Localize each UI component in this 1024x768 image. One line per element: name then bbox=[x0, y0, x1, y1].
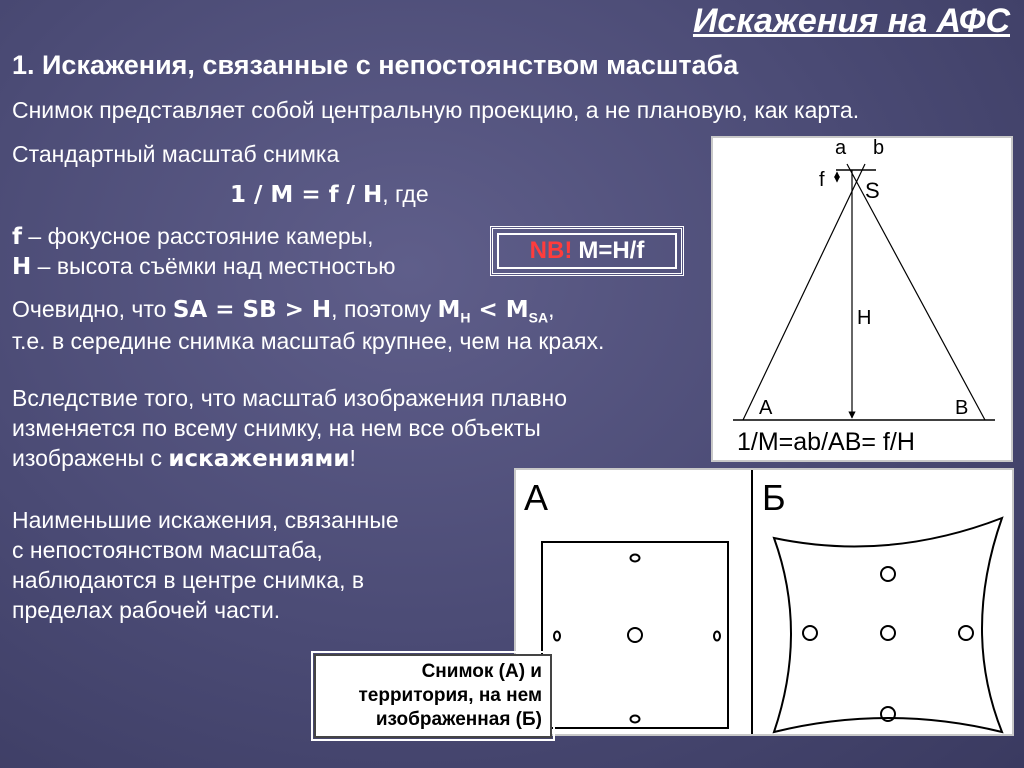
consequence-suffix: ! bbox=[349, 445, 356, 471]
label-a: a bbox=[835, 138, 847, 159]
ray-b-to-a bbox=[743, 164, 865, 420]
diagram-formula: 1/M=ab/AB= f/H bbox=[737, 428, 915, 456]
panel-a-square bbox=[542, 542, 728, 728]
projection-line: Снимок представляет собой центральную проекцию, а не плановую, как карта. bbox=[12, 97, 860, 123]
smallest-line-3: наблюдаются в центре снимка, в bbox=[12, 567, 365, 593]
obvious-prefix: Очевидно, что bbox=[12, 296, 173, 322]
distortion-panels-svg bbox=[516, 470, 1012, 734]
slide-title: Искажения на АФС bbox=[692, 2, 1010, 40]
consequence-line-1: Вследствие того, что масштаб изображения плавно bbox=[12, 385, 568, 411]
label-big-b: B bbox=[955, 397, 969, 419]
panel-b-dot-top bbox=[881, 567, 895, 581]
caption-line-2: территория, на нем bbox=[358, 685, 542, 706]
panel-b-dot-center bbox=[881, 626, 895, 640]
obvious-mid: , поэтому bbox=[331, 296, 438, 322]
label-big-a: A bbox=[759, 397, 773, 419]
panel-b-label: Б bbox=[762, 477, 786, 518]
obvious-sub-h: H bbox=[460, 309, 471, 326]
nb-expr: M=H/f bbox=[578, 237, 645, 264]
definition-f-text: – фокусное расстояние камеры, bbox=[22, 223, 374, 249]
panel-b-dot-right bbox=[959, 626, 973, 640]
scale-formula-expr: 1 / M = f / H bbox=[230, 182, 383, 208]
obvious-comma: , bbox=[548, 296, 555, 322]
label-h: H bbox=[857, 307, 872, 329]
definition-h bbox=[12, 252, 396, 282]
smallest-line-4: пределах рабочей части. bbox=[12, 597, 281, 623]
smallest-line-2: с непостоянством масштаба, bbox=[12, 537, 323, 563]
panel-a-dot-bottom bbox=[631, 716, 640, 723]
consequence-line-2: изменяется по всему снимку, на нем все объекты bbox=[12, 415, 541, 441]
obvious-sub-sa: SA bbox=[528, 309, 549, 326]
consequence-prefix: изображены с bbox=[12, 445, 169, 471]
obvious-expr: SA = SB > H bbox=[172, 297, 332, 323]
definition-f-symbol: f bbox=[12, 224, 23, 250]
projection-diagram bbox=[711, 136, 1013, 462]
nb-box bbox=[490, 226, 684, 276]
panel-a-dot-right bbox=[714, 632, 720, 641]
standard-scale-line: Стандартный масштаб снимка bbox=[12, 141, 340, 167]
section-heading: 1. Искажения, связанные с непостоянством масштаба bbox=[12, 50, 739, 80]
scale-formula bbox=[230, 180, 429, 210]
smallest-line-1: Наименьшие искажения, связанные bbox=[12, 507, 399, 533]
label-b: b bbox=[873, 138, 885, 159]
label-s: S bbox=[865, 178, 880, 203]
panel-a-dot-center bbox=[628, 628, 642, 642]
caption-line-3: изображенная (Б) bbox=[375, 709, 542, 730]
panel-b-dot-left bbox=[803, 626, 817, 640]
panel-a-label: А bbox=[524, 477, 549, 518]
distortion-panels bbox=[514, 468, 1014, 736]
obvious-lt: < M bbox=[470, 297, 529, 323]
label-f: f bbox=[819, 169, 825, 191]
panel-a-dot-top bbox=[631, 555, 640, 562]
definition-h-symbol: H bbox=[12, 254, 32, 280]
consequence-bold: искажениями bbox=[168, 446, 350, 472]
definition-h-text: – высота съёмки над местностью bbox=[31, 253, 396, 279]
scale-formula-suffix: , где bbox=[382, 181, 429, 207]
consequence-line-3 bbox=[12, 444, 356, 474]
definition-f bbox=[12, 222, 374, 252]
panel-a-dot-left bbox=[554, 632, 560, 641]
obvious-line-2: т.е. в середине снимка масштаб крупнее, чем на краях. bbox=[12, 328, 605, 354]
figure-caption bbox=[314, 654, 552, 738]
caption-line-1: Снимок (А) и bbox=[421, 661, 542, 682]
obvious-m1: M bbox=[437, 297, 461, 323]
nb-label: NB! bbox=[529, 237, 573, 264]
projection-diagram-svg bbox=[713, 138, 1011, 460]
